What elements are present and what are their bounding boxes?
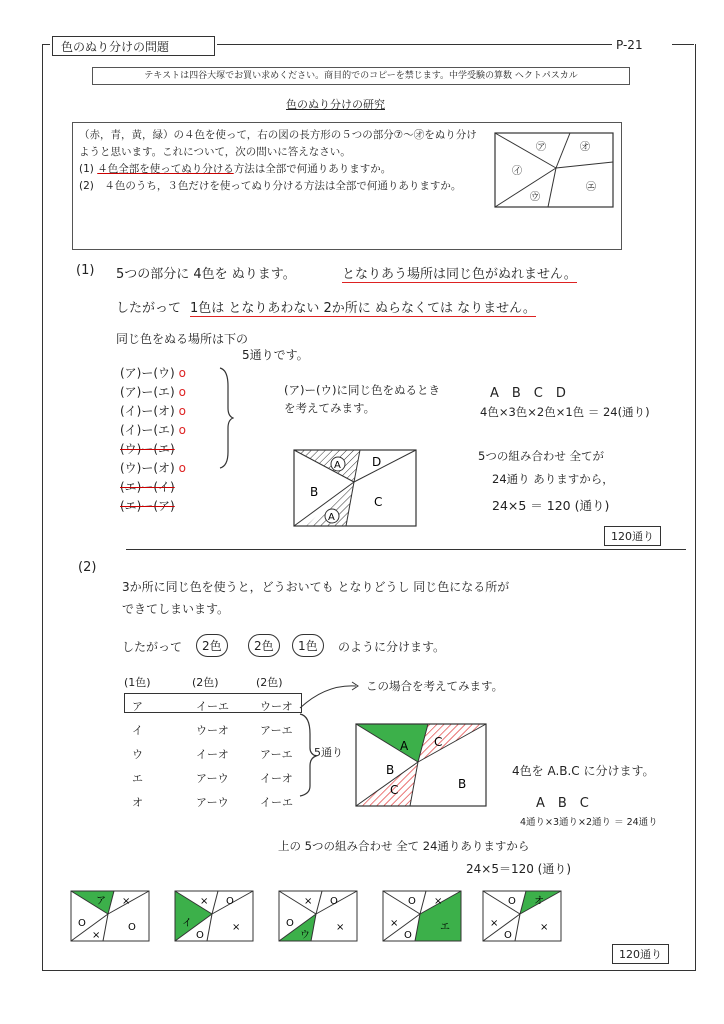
thumb-o: [482, 890, 562, 942]
fig1-d: D: [372, 455, 382, 469]
color-table: [132, 695, 293, 815]
three-colors-note: 4色を A.B.C に分けます。: [512, 764, 655, 778]
group-2color-1: 2色: [196, 634, 228, 657]
pair-item: (ウ)ー(エ): [120, 442, 175, 456]
consider-line2: を考えてみます。: [284, 401, 376, 415]
part2-line3-a: したがって: [122, 640, 183, 654]
part1-line2-b: 1色は となりあわない 2か所に ぬらなくては なりません。: [190, 297, 536, 317]
group-1color: 1色: [292, 634, 324, 657]
part1-line3: 同じ色をぬる場所は下の: [116, 332, 249, 346]
abcd-labels: A B C D: [490, 386, 566, 401]
svg-text:×: ×: [232, 922, 241, 933]
svg-text:×: ×: [92, 930, 101, 941]
fig1-b: B: [310, 485, 319, 499]
label-o: ㋔: [580, 142, 590, 153]
thumb-i: [174, 890, 254, 942]
pair-item: (ウ)ー(オ) o: [120, 461, 186, 475]
part2-line1: 3か所に同じ色を使うと，どうおいても となりどうし 同じ色になる所が: [122, 580, 510, 594]
pair-item: (ア)ー(ウ) o: [120, 366, 186, 380]
label-a: ㋐: [536, 142, 546, 153]
frame-top-rule: [672, 44, 694, 45]
svg-text:×: ×: [434, 896, 443, 907]
fig1-c: C: [374, 495, 383, 509]
abc-labels: A B C: [536, 796, 589, 811]
consider-line1: (ア)ー(ウ)に同じ色をぬるとき: [284, 383, 440, 397]
problem-intro: （赤，青，黄，緑）の４色を使って，右の図の長方形の５つの部分⑦〜㋔をぬり分けようと思います。これについて，次の問いに答えなさい。: [79, 129, 477, 158]
svg-text:ア: ア: [96, 896, 106, 907]
fig2-a: A: [400, 739, 409, 753]
label-e: ㋓: [586, 182, 596, 193]
part2-combo: 上の 5つの組み合わせ 全て 24通りありますから: [278, 839, 530, 853]
thumb-u: [278, 890, 358, 942]
svg-text:O: O: [196, 930, 204, 941]
copyright-notice: テキストは四谷大塚でお買い求めください。商目的でのコピーを禁じます。中学受験の算数 ヘクトパスカル: [92, 67, 630, 85]
pair-item: (イ)ー(エ) o: [120, 423, 186, 437]
page-title: 色のぬり分けの問題: [52, 36, 215, 56]
part1-answer: 120通り: [604, 526, 661, 546]
svg-text:O: O: [78, 918, 86, 929]
problem-diagram: [494, 132, 614, 208]
svg-text:オ: オ: [534, 896, 544, 907]
part2-answer: 120通り: [612, 944, 669, 964]
thumb-e: [382, 890, 462, 942]
part2-total: 24×5＝120 (通り): [466, 862, 572, 876]
svg-text:O: O: [330, 896, 338, 907]
q1-prefix: (1): [79, 163, 94, 175]
part1-figure: [292, 448, 418, 528]
pair-item: (ア)ー(エ) o: [120, 385, 186, 399]
svg-text:イ: イ: [182, 918, 192, 929]
col-header-3: (2色): [256, 676, 283, 689]
svg-text:×: ×: [304, 896, 313, 907]
label-u: ㋒: [530, 192, 540, 203]
fig1-a: A: [334, 460, 341, 471]
five-ways: 5通り: [314, 746, 343, 759]
table-row: オ アーウ イーエ: [132, 796, 293, 809]
part1-calc: 4色×3色×2色×1色 ＝ 24(通り): [480, 405, 650, 419]
page-number: P-21: [616, 38, 643, 52]
consider-this-case: この場合を考えてみます。: [366, 679, 504, 693]
brace: [218, 366, 234, 470]
svg-text:×: ×: [390, 918, 399, 929]
table-row: イ ウーオ アーエ: [132, 724, 293, 737]
part2-figure: [354, 722, 488, 808]
part1-line2-a: したがって: [116, 301, 182, 316]
problem-q2: (2) ４色のうち，３色だけを使ってぬり分ける方法は全部で何通りありますか。: [79, 180, 462, 192]
fig2-c2: C: [390, 783, 399, 797]
divider: [126, 549, 686, 550]
q1-underlined: ４色全部を使ってぬり分ける: [97, 163, 234, 175]
svg-text:O: O: [408, 896, 416, 907]
thumbnail-row: [70, 890, 630, 950]
svg-text:O: O: [404, 930, 412, 941]
svg-text:×: ×: [540, 922, 549, 933]
problem-q1: [79, 161, 479, 178]
svg-text:×: ×: [200, 896, 209, 907]
part1-line4: 5通りです。: [242, 348, 309, 362]
svg-text:O: O: [508, 896, 516, 907]
table-row: ウ イーオ アーエ: [132, 748, 293, 761]
section-title: 色のぬり分けの研究: [286, 98, 385, 111]
frame-top-rule: [42, 44, 50, 45]
part1-line1-b: となりあう場所は同じ色がぬれません。: [342, 263, 577, 283]
part2-line2: できてしまいます。: [122, 602, 230, 616]
col-header-1: (1色): [124, 676, 151, 689]
pair-item: (エ)ー(ア): [120, 499, 175, 513]
part2-calc: 4通り×3通り×2通り ＝ 24通り: [520, 817, 658, 828]
svg-text:O: O: [128, 922, 136, 933]
part2-label: (2): [78, 560, 97, 575]
fig1-a2: A: [328, 512, 335, 523]
combo-line3: 24×5 ＝ 120 (通り): [492, 498, 610, 513]
svg-text:O: O: [286, 918, 294, 929]
svg-text:ウ: ウ: [300, 930, 310, 941]
table-row: エ アーウ イーオ: [132, 772, 293, 785]
frame-top-rule: [217, 44, 612, 45]
table-row: ア イーエ ウーオ: [132, 700, 293, 713]
part1-label: (1): [76, 263, 95, 278]
fig2-c: C: [434, 735, 443, 749]
pair-list: [120, 364, 186, 516]
thumb-a: [70, 890, 150, 942]
svg-text:×: ×: [490, 918, 499, 929]
group-2color-2: 2色: [248, 634, 280, 657]
combo-line2: 24通り ありますから，: [492, 472, 614, 486]
svg-text:×: ×: [336, 922, 345, 933]
fig2-b: B: [386, 763, 395, 777]
part1-line1-a: 5つの部分に 4色を ぬります。: [116, 267, 296, 282]
combo-line1: 5つの組み合わせ 全てが: [478, 449, 604, 463]
fig2-b2: B: [458, 777, 467, 791]
svg-text:O: O: [504, 930, 512, 941]
svg-text:エ: エ: [440, 922, 450, 933]
pair-item: (イ)ー(オ) o: [120, 404, 186, 418]
col-header-2: (2色): [192, 676, 219, 689]
part2-line3-b: のように分けます。: [338, 640, 446, 654]
svg-text:O: O: [226, 896, 234, 907]
label-i: ㋑: [512, 166, 522, 177]
svg-text:×: ×: [122, 896, 131, 907]
pair-item: (エ)ー(イ): [120, 480, 175, 494]
q1-rest: 方法は全部で何通りありますか。: [233, 163, 392, 175]
